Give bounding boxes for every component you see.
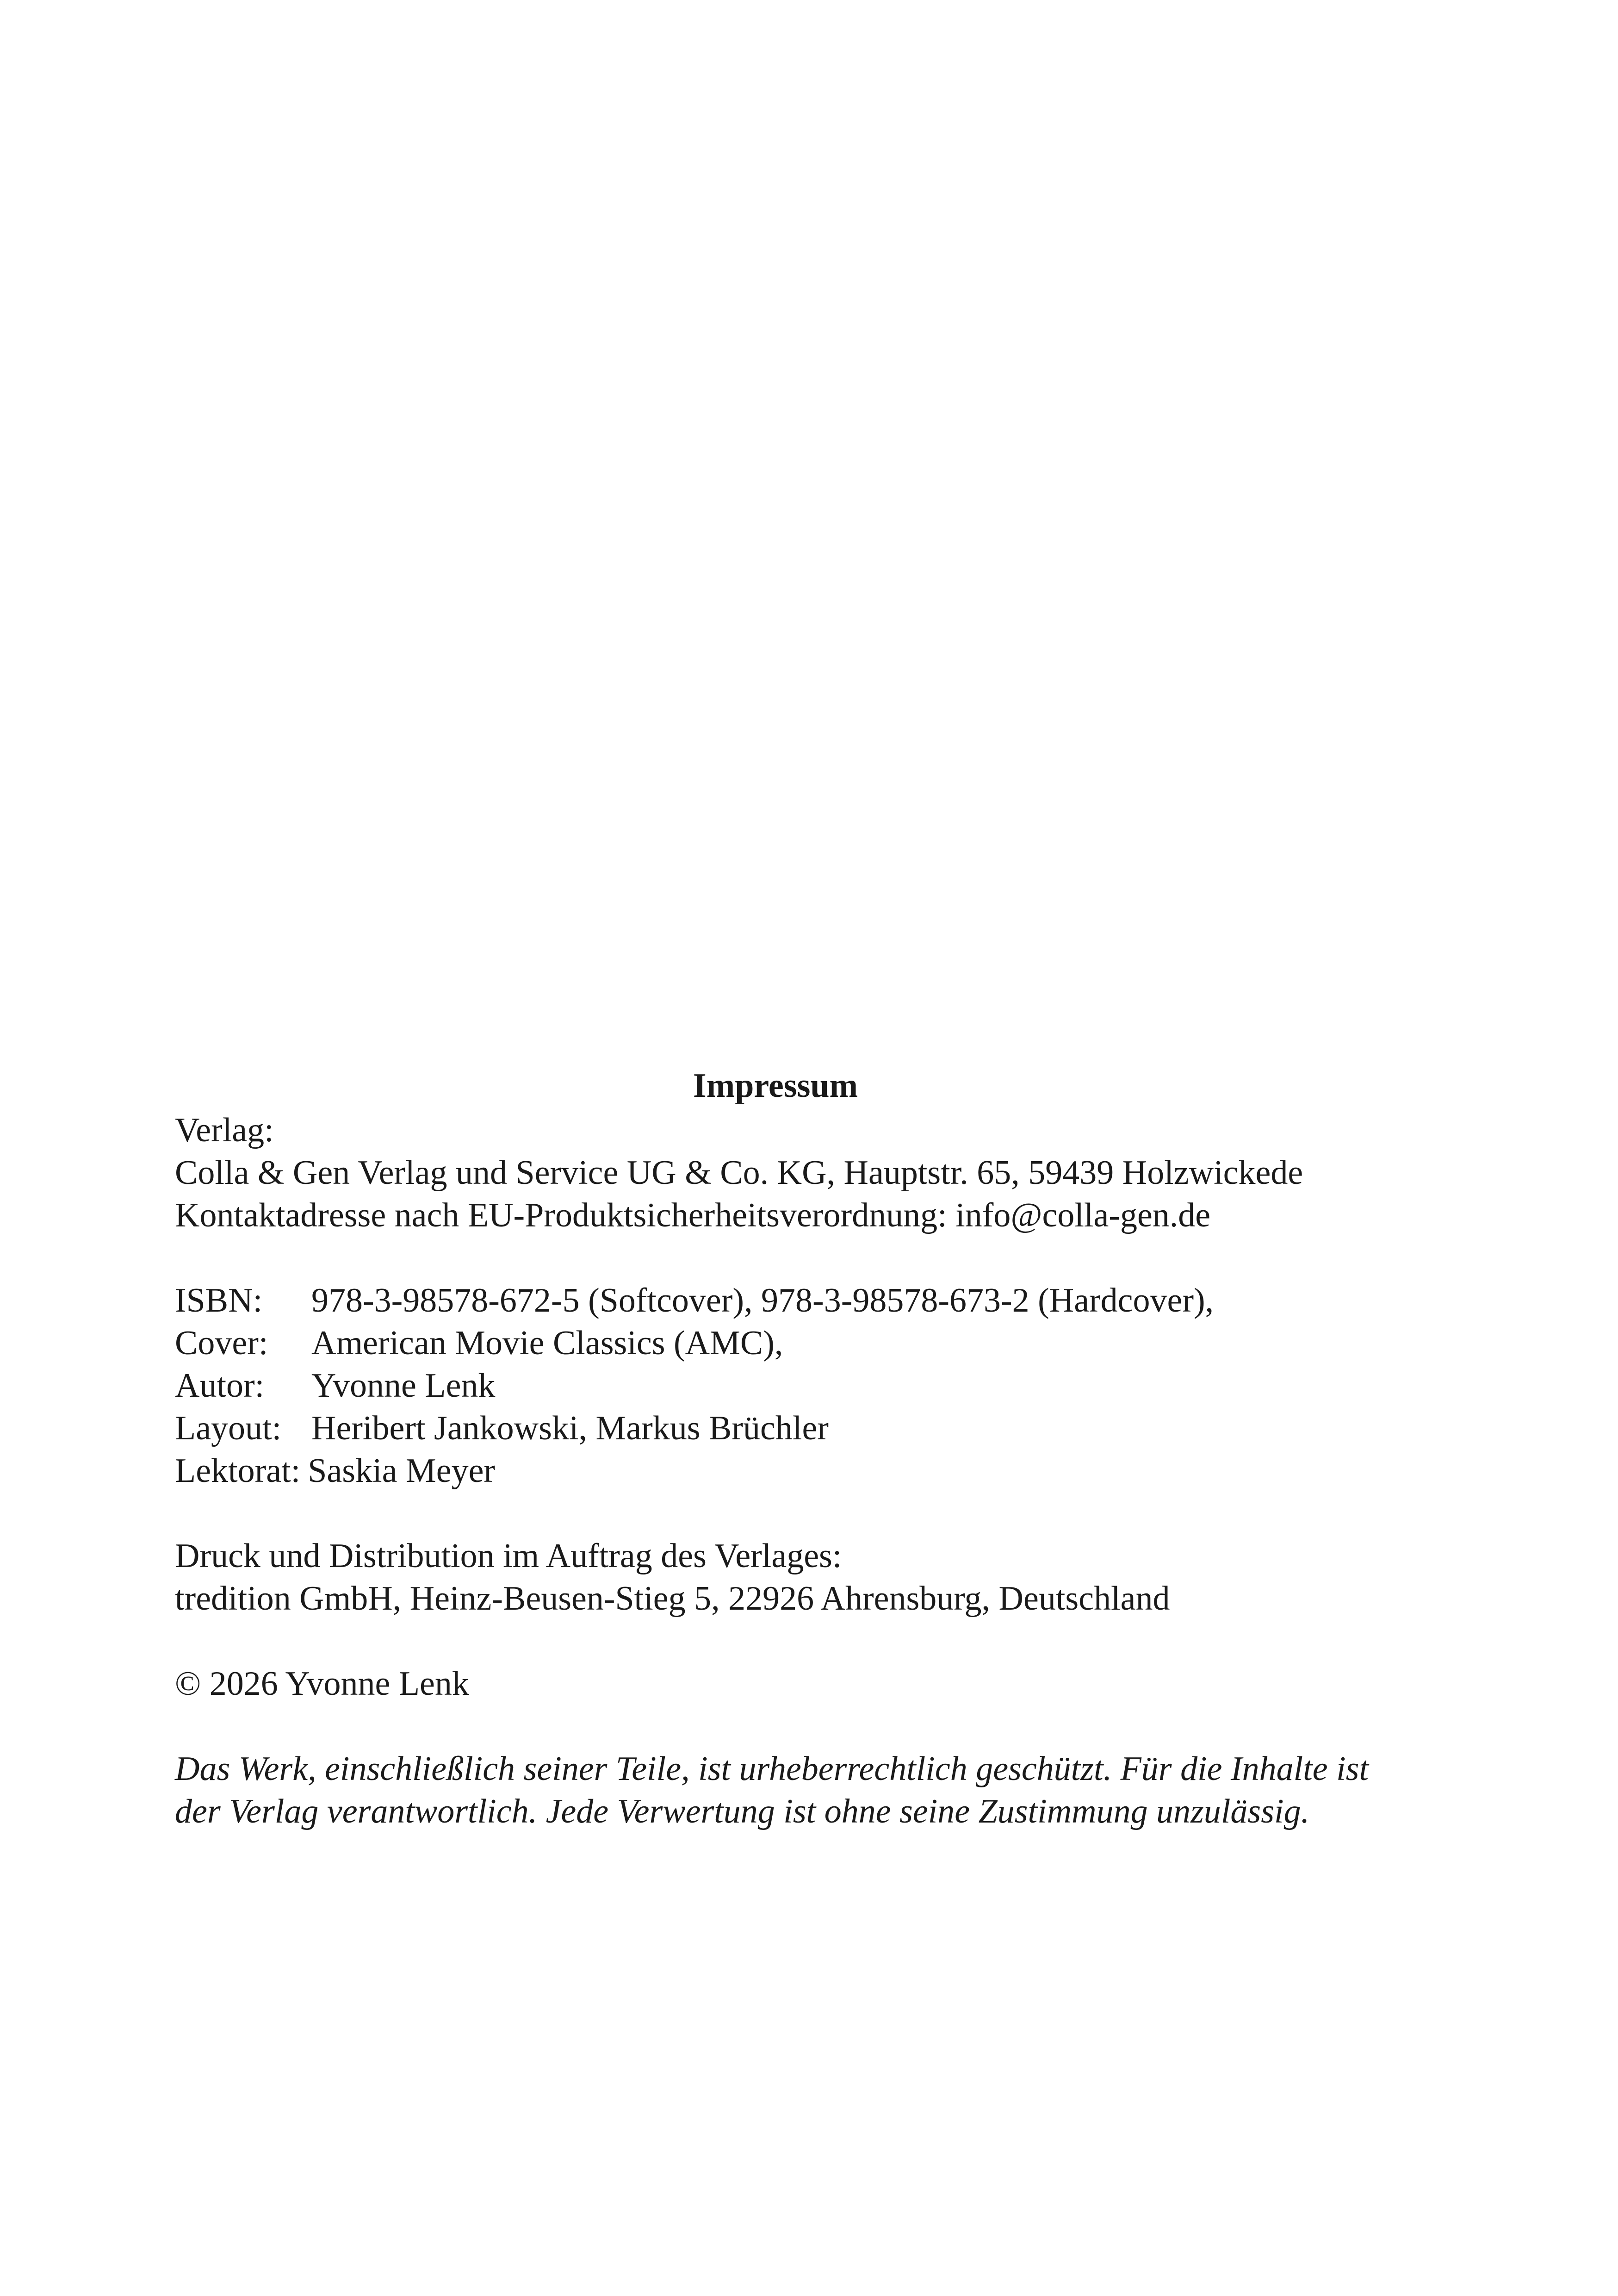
detail-value: Saskia Meyer — [308, 1452, 496, 1490]
publisher-contact: Kontaktadresse nach EU-Produktsicherheitsverordnung: info@colla-gen.de — [175, 1196, 1211, 1234]
spacer — [175, 1620, 1424, 1662]
detail-label: Layout: — [175, 1409, 282, 1447]
detail-value: 978-3-98578-672-5 (Softcover), 978-3-98578-673-2 (Hardcover), — [311, 1282, 1214, 1319]
detail-row-editing — [175, 1450, 1424, 1492]
detail-label: ISBN: — [175, 1282, 263, 1319]
spacer — [175, 1492, 1424, 1535]
detail-row-cover — [175, 1322, 1424, 1364]
detail-value: Heribert Jankowski, Markus Brüchler — [311, 1409, 829, 1447]
printing-line-2: tredition GmbH, Heinz-Beusen-Stieg 5, 22926 Ahrensburg, Deutschland — [175, 1580, 1170, 1618]
publisher-address: Colla & Gen Verlag und Service UG & Co. KG, Hauptstr. 65, 59439 Holzwickede — [175, 1154, 1303, 1192]
detail-label: Cover: — [175, 1324, 268, 1362]
detail-label: Lektorat: — [175, 1452, 301, 1490]
legal-notice-line-1: Das Werk, einschließlich seiner Teile, ist urheberrechtlich geschützt. Für die Inhalte ist — [175, 1750, 1369, 1788]
detail-row-isbn — [175, 1279, 1424, 1322]
detail-value: American Movie Classics (AMC), — [311, 1324, 783, 1362]
impressum-block — [175, 1064, 1424, 1833]
detail-value: Yvonne Lenk — [311, 1367, 496, 1405]
spacer — [175, 1237, 1424, 1279]
legal-notice-line-2: der Verlag verantwortlich. Jede Verwertung ist ohne seine Zustimmung unzulässig. — [175, 1792, 1310, 1830]
impressum-title: Impressum — [693, 1067, 858, 1105]
detail-row-layout — [175, 1407, 1424, 1450]
spacer — [175, 1705, 1424, 1748]
printing-line-1: Druck und Distribution im Auftrag des Verlages: — [175, 1537, 842, 1575]
detail-row-author — [175, 1364, 1424, 1407]
detail-label: Autor: — [175, 1367, 265, 1405]
copyright-line: © 2026 Yvonne Lenk — [175, 1665, 469, 1703]
publisher-label: Verlag: — [175, 1111, 274, 1149]
